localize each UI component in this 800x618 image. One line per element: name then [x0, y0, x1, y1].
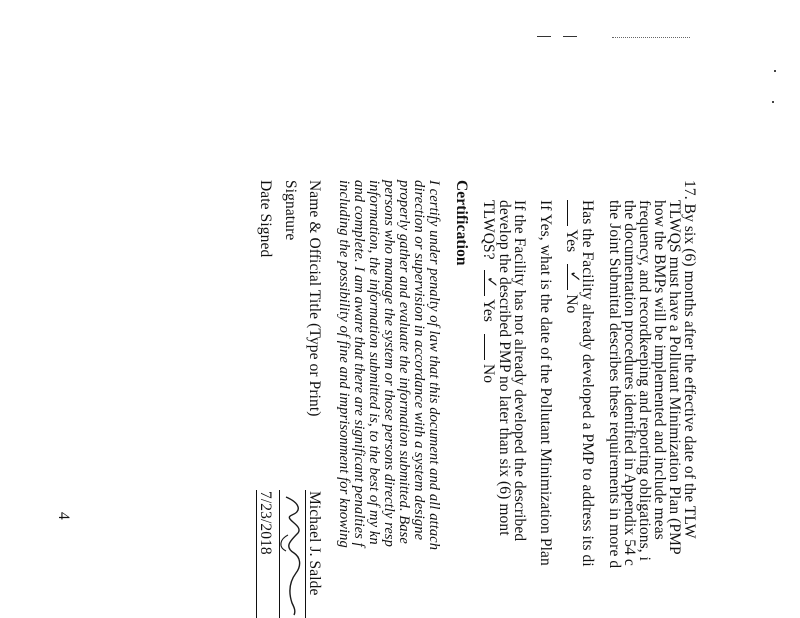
para17-line: 17. By six (6) months after the effective date of the TLW: [681, 180, 698, 539]
yes-label: Yes: [480, 299, 497, 322]
no-label: No: [563, 294, 580, 314]
date-signed-value: 7/23/2018: [257, 491, 274, 555]
no-blank: [567, 264, 580, 290]
signature-label: Signature: [282, 180, 299, 241]
yes-blank: [567, 200, 580, 226]
yes-blank: [484, 270, 497, 296]
check-mark-icon: ✓: [483, 275, 499, 289]
certification-heading: Certification: [453, 180, 470, 266]
name-title-value: Michael J. Salde: [306, 491, 323, 596]
pmp-date-question: If Yes, what is the date of the Pollutant Minimization Plan: [537, 200, 554, 566]
certification-line: direction or supervision in accordance with a system designe: [411, 180, 427, 541]
no-blank: [484, 334, 497, 360]
date-signed-label: Date Signed: [257, 180, 274, 258]
para17-line: TLWQS must have a Pollutant Minimization Plan (PMP: [666, 200, 683, 555]
signature-line: [279, 490, 280, 618]
certification-line: information, the information submitted is, to the best of my kn: [366, 180, 382, 545]
certification-line: properly gather and evaluate the information submitted. Base: [396, 180, 412, 544]
certification-line: I certify under penalty of law that this document and all attach: [426, 180, 442, 551]
para17-line: the documentation procedures identified in Appendix 54 c: [621, 200, 638, 566]
certification-line: including the possibility of fine and imprisonment for knowing: [336, 180, 352, 548]
certification-line: and complete. I am aware that there are significant penalties f: [351, 180, 367, 547]
name-title-label: Name & Official Title (Type or Print): [306, 180, 323, 417]
check-mark-icon: ✓: [566, 270, 582, 283]
date-signed-line: [256, 490, 257, 618]
certification-line: persons who manage the system or those persons directly resp: [381, 180, 397, 547]
yes-label: Yes: [563, 229, 580, 253]
para17-line: how the BMPs will be implemented and include meas: [651, 200, 668, 540]
tlwqs-label: TLWQS?: [480, 200, 497, 260]
no-label: No: [480, 363, 497, 384]
page-number: 4: [55, 512, 72, 520]
pmp-answer-row: [564, 200, 580, 313]
para17-line: the Joint Submittal describes these requirements in more d: [606, 200, 623, 569]
pmp-develop-answer-row: [481, 200, 497, 383]
pmp-develop-line: develop the described PMP no later than six (6) mont: [496, 200, 513, 536]
pmp-question: Has the Facility already developed a PMP to address its di: [579, 200, 596, 567]
pmp-develop-line: If the Facility has not already developed the described: [511, 200, 528, 542]
para17-line: frequency, and recordkeeping and reporting obligations, i: [636, 200, 653, 562]
